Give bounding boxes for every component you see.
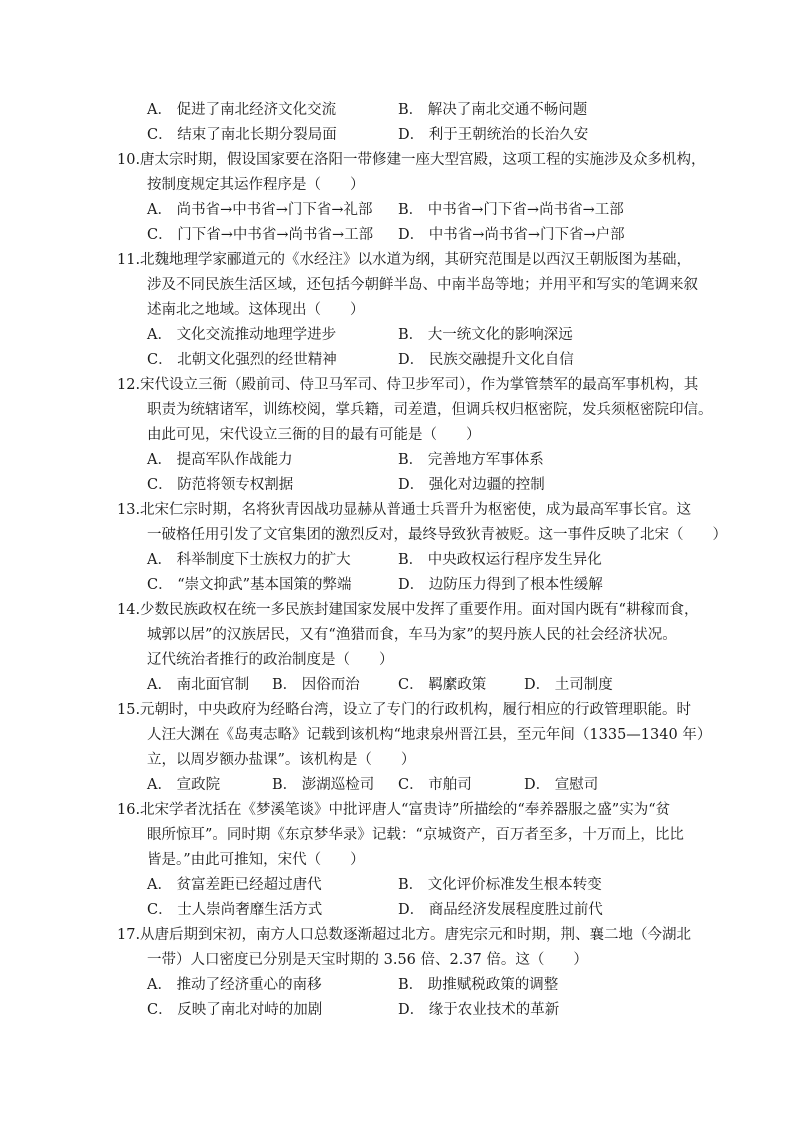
question-10-stem-line-1: 10.唐太宗时期，假设国家要在洛阳一带修建一座大型宫殿，这项工程的实施涉及众多机构， (117, 152, 706, 168)
question-11-option-a: A． 文化交流推动地理学进步 (147, 327, 337, 343)
question-17-option-b: B． 助推赋税政策的调整 (398, 977, 559, 993)
option-d: D． 利于王朝统治的长治久安 (398, 127, 589, 143)
question-13-option-a: A． 科举制度下士族权力的扩大 (147, 552, 351, 568)
question-10-option-c: C． 门下省→中书省→尚书省→工部 (147, 227, 374, 243)
question-12-stem-line-1: 12.宋代设立三衙（殿前司、侍卫马军司、侍卫步军司），作为掌管禁军的最高军事机构，其 (117, 377, 699, 393)
question-10-option-b: B． 中书省→门下省→尚书省→工部 (398, 202, 624, 218)
question-11-stem-line-1: 11.北魏地理学家郦道元的《水经注》以水道为纲，其研究范围是以西汉王朝版图为基础， (117, 252, 692, 268)
question-11-option-d: D． 民族交融提升文化自信 (398, 352, 574, 368)
question-15-option-d: D． 宣慰司 (524, 777, 599, 793)
question-16-option-d: D． 商品经济发展程度胜过前代 (398, 902, 603, 918)
question-14-option-d: D． 土司制度 (524, 677, 613, 693)
question-11-option-b: B． 大一统文化的影响深远 (398, 327, 573, 343)
question-11-stem-line-2: 涉及不同民族生活区域，还包括今朝鲜半岛、中南半岛等地；并用平和写实的笔调来叙 (147, 277, 698, 293)
question-10-option-d: D． 中书省→尚书省→门下省→户部 (398, 227, 625, 243)
question-13-option-b: B． 中央政权运行程序发生异化 (398, 552, 602, 568)
question-16-option-b: B． 文化评价标准发生根本转变 (398, 877, 602, 893)
question-10-stem-line-2: 按制度规定其运作程序是（ ） (147, 177, 365, 193)
question-12-option-a: A． 提高军队作战能力 (147, 452, 293, 468)
question-14-stem-line-2: 城郭以居”的汉族居民，又有“渔猎而食，车马为家”的契丹族人民的社会经济状况。 (147, 627, 677, 643)
question-15-stem-line-2: 人汪大渊在《岛夷志略》记载到该机构“地隶泉州晋江县，至元年间（1335—1340 年） (147, 727, 712, 743)
question-15-option-a: A． 宣政院 (147, 777, 221, 793)
question-10-option-a: A． 尚书省→中书省→门下省→礼部 (147, 202, 373, 218)
question-14-option-c: C． 羁縻政策 (398, 677, 487, 693)
question-13-stem-line-1: 13.北宋仁宗时期，名将狄青因战功显赫从普通士兵晋升为枢密使，成为最高军事长官。这 (117, 502, 692, 518)
question-17-stem-line-1: 17.从唐后期到宋初，南方人口总数逐渐超过北方。唐宪宗元和时期，荆、襄二地（今湖北 (117, 927, 692, 943)
question-15-option-c: C． 市舶司 (398, 777, 472, 793)
question-14-stem-line-1: 14.少数民族政权在统一多民族封建国家发展中发挥了重要作用。面对国内既有“耕稼而食， (117, 602, 699, 618)
question-17-option-a: A． 推动了经济重心的南移 (147, 977, 322, 993)
option-b: B． 解决了南北交通不畅问题 (398, 102, 588, 118)
question-14-stem-line-3: 辽代统治者推行的政治制度是（ ） (147, 652, 394, 668)
question-17-stem-line-2: 一带）人口密度已分别是天宝时期的 3.56 倍、2.37 倍。这（ ） (147, 952, 588, 968)
option-a: A． 促进了南北经济文化交流 (147, 102, 337, 118)
question-14-option-a: A． 南北面官制 (147, 677, 250, 693)
question-12-stem-line-2: 职责为统辖诸军，训练校阅，掌兵籍，司差遣，但调兵权归枢密院，发兵须枢密院印信。 (147, 402, 713, 418)
question-12-option-b: B． 完善地方军事体系 (398, 452, 544, 468)
question-11-option-c: C． 北朝文化强烈的经世精神 (147, 352, 337, 368)
question-15-option-b: B． 澎湖巡检司 (272, 777, 375, 793)
question-16-option-c: C． 士人崇尚奢靡生活方式 (147, 902, 323, 918)
question-12-option-d: D． 强化对边疆的控制 (398, 477, 545, 493)
question-13-option-c: C． “崇文抑武”基本国策的弊端 (147, 577, 352, 593)
question-14-option-b: B． 因俗而治 (272, 677, 360, 693)
option-c: C． 结束了南北长期分裂局面 (147, 127, 337, 143)
question-13-option-d: D． 边防压力得到了根本性缓解 (398, 577, 603, 593)
question-11-stem-line-3: 述南北之地域。这体现出（ ） (147, 302, 365, 318)
question-12-option-c: C． 防范将领专权割据 (147, 477, 294, 493)
question-17-option-d: D． 缘于农业技术的革新 (398, 1002, 560, 1018)
question-15-stem-line-3: 立，以周岁额办盐课”。该机构是（ ） (147, 752, 416, 768)
question-16-option-a: A． 贫富差距已经超过唐代 (147, 877, 322, 893)
question-17-option-c: C． 反映了南北对峙的加剧 (147, 1002, 323, 1018)
question-16-stem-line-1: 16.北宋学者沈括在《梦溪笔谈》中批评唐人“富贵诗”所描绘的“奉养器服之盛”实为“贫 (117, 802, 671, 818)
question-16-stem-line-2: 眼所惊耳”。同时期《东京梦华录》记载：“京城资产，百万者至多，十万而上，比比 (147, 827, 684, 843)
question-13-stem-line-2: 一破格任用引发了文官集团的激烈反对，最终导致狄青被贬。这一事件反映了北宋（ ） (147, 527, 727, 543)
question-12-stem-line-3: 由此可见，宋代设立三衙的目的最有可能是（ ） (147, 427, 481, 443)
question-15-stem-line-1: 15.元朝时，中央政府为经略台湾，设立了专门的行政机构，履行相应的行政管理职能。时 (117, 702, 692, 718)
question-16-stem-line-3: 皆是。”由此可推知，宋代（ ） (147, 852, 365, 868)
